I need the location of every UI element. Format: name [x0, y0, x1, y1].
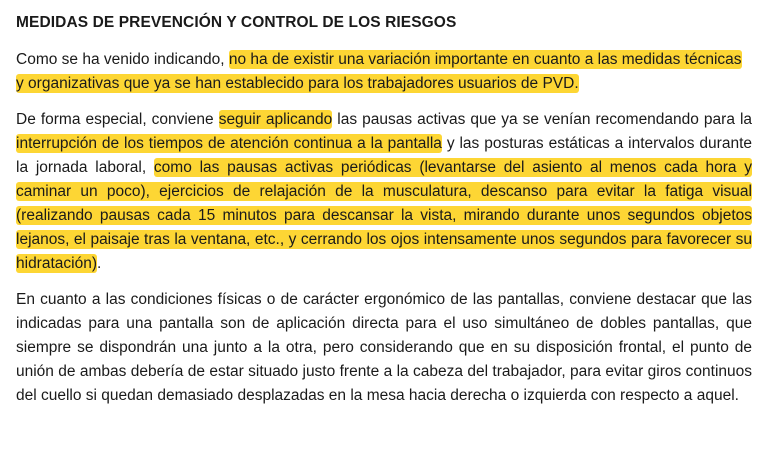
- text-segment: las pausas activas que ya se venían recomendando para la: [332, 111, 753, 128]
- text-segment: .: [97, 255, 102, 272]
- document: [16, 12, 752, 420]
- text-segment: y las posturas estáticas a intervalos durante la jornada laboral,: [16, 135, 752, 176]
- paragraph-1: [16, 48, 752, 96]
- paragraph-3: [16, 288, 752, 408]
- text-segment: En cuanto a las condiciones físicas o de carácter ergonómico de las pantallas, conviene destacar que las indicadas para una pantalla son de aplicación directa para el uso simultáneo de dobles pantallas, que siempre se dispondrán una junto a la otra, pero considerando que en su disposición frontal, el punto de unión de ambas debería de estar situado justo frente a la cabeza del trabajador, para evitar giros continuos del cuello si quedan demasiado desplazadas en la mesa hacia derecha o izquierda con respecto a aquel.: [16, 291, 752, 404]
- text-segment: Como se ha venido indicando,: [16, 51, 229, 68]
- highlighted-text: como las pausas activas periódicas (levantarse del asiento al menos cada hora y caminar un poco), ejercicios de relajación de la musculatura, descanso para evitar la fatiga visual (realizando pausas cada 15 minutos para descansar la vista, mirando durante unos segundos objetos lejanos, el paisaje tras la ventana, etc., y cerrando los ojos intensamente unos segundos para favorecer su hidratación): [16, 159, 752, 272]
- section-heading: MEDIDAS DE PREVENCIÓN Y CONTROL DE LOS RIESGOS: [16, 14, 457, 31]
- highlighted-text: seguir aplicando: [218, 111, 333, 128]
- highlighted-text: interrupción de los tiempos de atención continua a la pantalla: [16, 135, 442, 152]
- text-segment: De forma especial, conviene: [16, 111, 219, 128]
- paragraph-2: [16, 108, 752, 276]
- highlighted-text: no ha de existir una variación importante en cuanto a las medidas técnicas y organizativas que ya se han establecido para los trabajadores usuarios de PVD.: [16, 51, 742, 92]
